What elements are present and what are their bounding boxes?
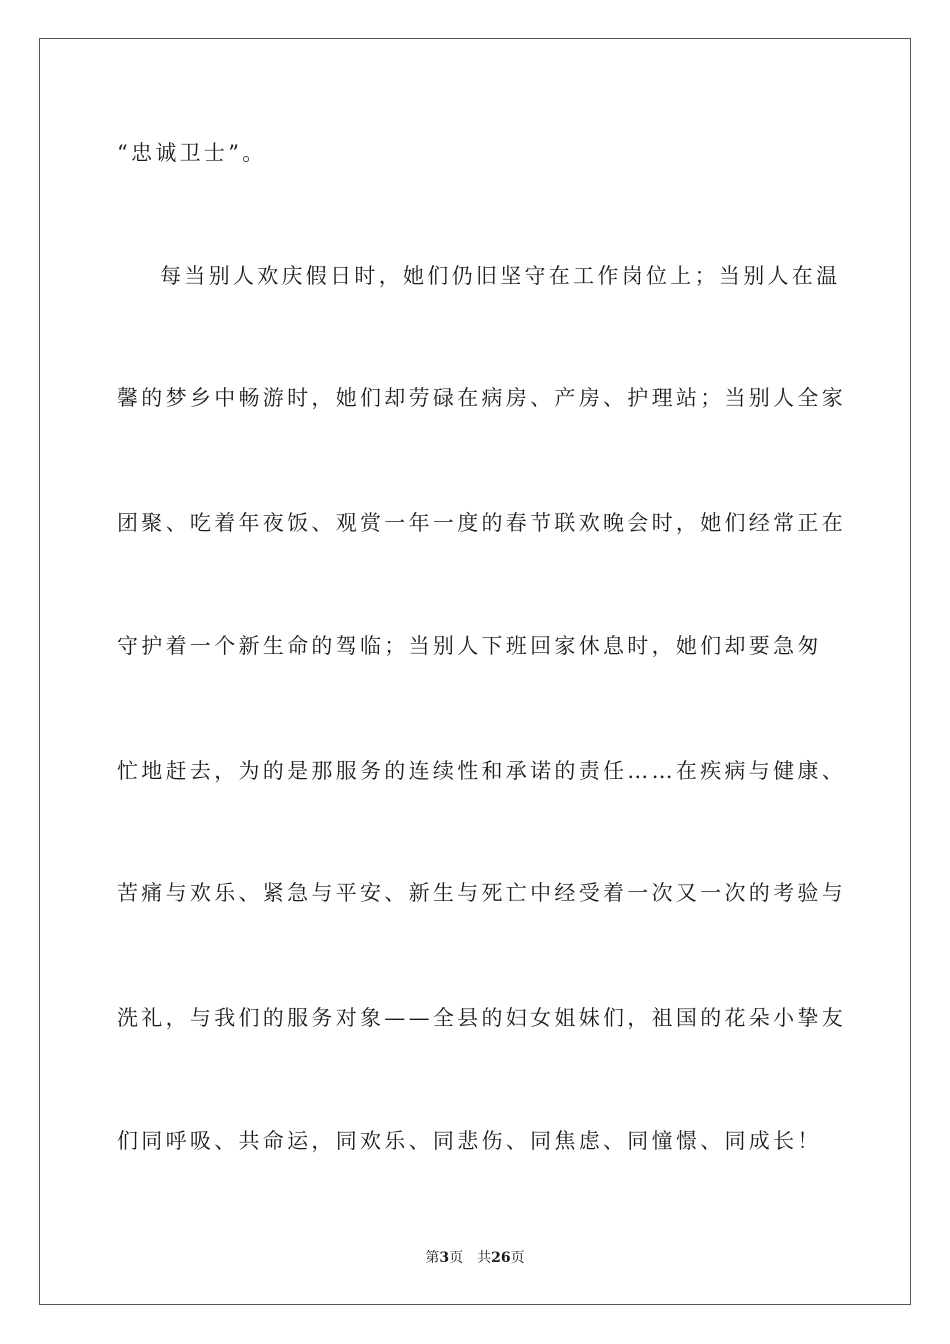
text-line-4: 团聚、吃着年夜饭、观赏一年一度的春节联欢晚会时，她们经常正在 [117, 511, 846, 535]
paragraph-first-line: 每当别人欢庆假日时，她们仍旧坚守在工作岗位上；当别人在温 [160, 264, 841, 288]
text-line-6: 忙地赶去，为的是那服务的连续性和承诺的责任……在疾病与健康、 [117, 759, 846, 783]
total-suffix: 页 [510, 1250, 525, 1266]
text-line-8: 洗礼，与我们的服务对象——全县的妇女姐妹们，祖国的花朵小挚友 [117, 1006, 846, 1030]
page-footer [0, 1248, 950, 1268]
text-line-9: 们同呼吸、共命运，同欢乐、同悲伤、同焦虑、同憧憬、同成长！ [117, 1129, 822, 1153]
page-number: 3 [439, 1250, 450, 1266]
text-line-7: 苦痛与欢乐、紧急与平安、新生与死亡中经受着一次又一次的考验与 [117, 881, 846, 905]
page-border [39, 38, 911, 1305]
total-pages: 26 [491, 1250, 511, 1266]
text-line-3: 馨的梦乡中畅游时，她们却劳碌在病房、产房、护理站；当别人全家 [117, 386, 846, 410]
text-line-1: “忠诚卫士”。 [117, 141, 267, 165]
page-prefix: 第 [425, 1250, 440, 1266]
page-suffix: 页 [449, 1250, 464, 1266]
total-prefix: 共 [477, 1250, 492, 1266]
text-line-5: 守护着一个新生命的驾临；当别人下班回家休息时，她们却要急匆 [117, 634, 822, 658]
